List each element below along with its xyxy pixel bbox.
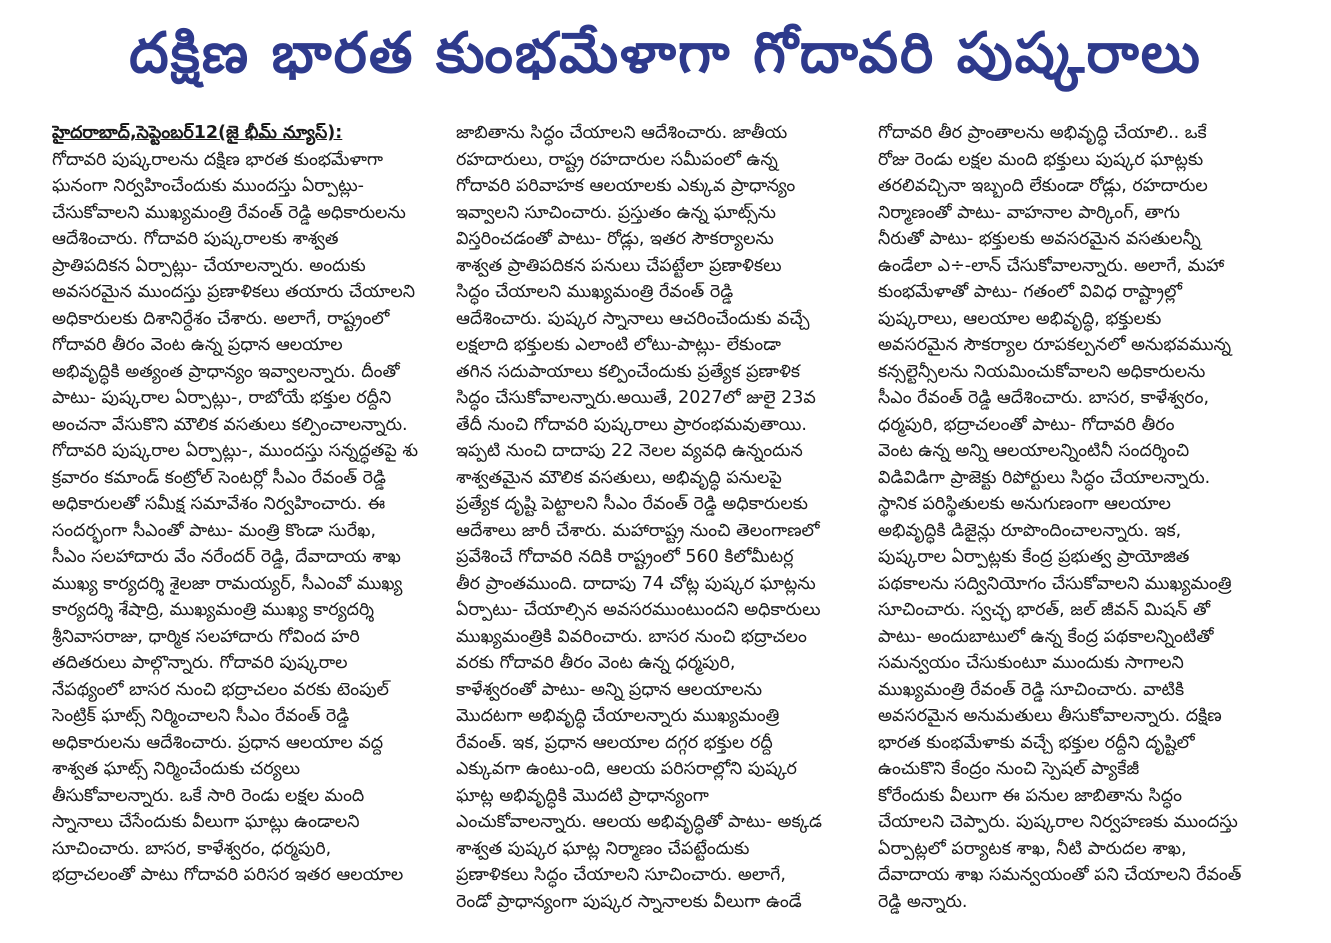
article-line: పథకాలను సద్వినియోగం చేసుకోవాలని ముఖ్యమంత్రి [878, 573, 1232, 594]
article-column-2 [456, 120, 856, 915]
article-line: శాశ్వత ప్రాతిపదికన పనులు చేపట్టేలా ప్రణాళికలు [456, 255, 782, 276]
article-line: శాశ్వతమైన మౌలిక వసతులు, అభివృద్ధి పనులపై [456, 467, 782, 488]
article-line: ముఖ్యమంత్రి రేవంత్ రెడ్డి సూచించారు. వాటికి [878, 679, 1185, 700]
article-line: అవసరమైన సౌకర్యాల రూపకల్పనలో అనుభవమున్న [878, 335, 1232, 355]
article-line: నిర్మాణంతో పాటు- వాహనాల పార్కింగ్, తాగు [878, 202, 1180, 223]
article-line: ఏర్పాట్లలో పర్యాటక శాఖ, నీటి పారుదల శాఖ, [878, 838, 1187, 859]
article-line: పుష్కరాలు, ఆలయాల అభివృద్ధి, భక్తులకు [878, 308, 1162, 329]
article-line: ఘాట్ల అభివృద్ధికి మొదటి ప్రాధాన్యంగా [456, 785, 709, 806]
article-line: తగిన సదుపాయాలు కల్పించేందుకు ప్రత్యేక ప్రణాళిక [456, 361, 801, 382]
article-line: ధర్మపురి, భద్రాచలంతో పాటు- గోదావరి తీరం [878, 414, 1175, 435]
article-line: అంచనా వేసుకొని మౌలిక వసతులు కల్పించాలన్నారు. [52, 414, 408, 435]
article-line: రెడ్డి అన్నారు. [878, 891, 968, 912]
article-line: గోదావరి తీరం వెంట ఉన్న ప్రధాన ఆలయాల [52, 335, 343, 355]
article-line: భారత కుంభమేళాకు వచ్చే భక్తుల రద్దీని దృష్టిలో [878, 732, 1195, 753]
article-line: రహదారులు, రాష్ట్ర రహదారుల సమీపంలో ఉన్న [456, 149, 778, 170]
article-line: అభివృద్ధికి డిజైన్లు రూపొందించాలన్నారు. ఇక, [878, 520, 1182, 541]
article-line: మొదటగా అభివృద్ధి చేయాలన్నారు ముఖ్యమంత్రి [456, 706, 780, 726]
article-line: ఇప్పటి నుంచి దాదాపు 22 నెలల వ్యవధి ఉన్నందున [456, 441, 803, 461]
article-line: నీరుతో పాటు- భక్తులకు అవసరమైన వసతులన్నీ [878, 229, 1201, 249]
article-line: వెంట ఉన్న అన్ని ఆలయాలన్నింటినీ సందర్శించి [878, 441, 1190, 461]
article-line: ఆదేశించారు. గోదావరి పుష్కరాలకు శాశ్వత [52, 229, 339, 249]
article-line: గోదావరి పుష్కరాలను దక్షిణ భారత కుంభమేళాగా [52, 149, 384, 170]
article-line: ఎక్కువగా ఉంటు-ంది, ఆలయ పరిసరాల్లోని పుష్కర [456, 759, 797, 779]
article-line: కోరేందుకు వీలుగా ఈ పనుల జాబితాను సిద్ధం [878, 785, 1183, 806]
article-line: ఎంచుకోవాలన్నారు. ఆలయ అభివృద్ధితో పాటు- అక్కడ [456, 812, 822, 832]
article-line: అభివృద్ధికి అత్యంత ప్రాధాన్యం ఇవ్వాలన్నారు. దీంతో [52, 361, 400, 382]
article-line: ప్రత్యేక దృష్టి పెట్టాలని సీఎం రేవంత్ రెడ్డి అధికారులకు [456, 494, 808, 514]
article-line: సూచించారు. బాసర, కాళేశ్వరం, ధర్మపురి, [52, 838, 332, 859]
article-line: కార్యదర్శి శేషాద్రి, ముఖ్యమంత్రి ముఖ్య కార్యదర్శి [52, 600, 375, 620]
article-line: రేవంత్. ఇక, ప్రధాన ఆలయాల దగ్గర భక్తుల రద్దీ [456, 732, 773, 753]
article-line: శ్రీనివాసరాజు, ధార్మిక సలహాదారు గోవింద హరి [52, 626, 360, 647]
article-line: ముఖ్య కార్యదర్శి శైలజా రామయ్యర్, సీఎంవో ముఖ్య [52, 573, 403, 594]
article-line: అధికారులతో సమీక్ష సమావేశం నిర్వహించారు. ఈ [52, 494, 386, 514]
article-line: ఘనంగా నిర్వహించేందుకు ముందస్తు ఏర్పాట్లు- [52, 176, 364, 196]
article-line: చేసుకోవాలని ముఖ్యమంత్రి రేవంత్ రెడ్డి అధికారులను [52, 202, 406, 223]
article-line: కుంభమేళాతో పాటు- గతంలో వివిధ రాష్ట్రాల్లో [878, 282, 1182, 302]
article-line: తేదీ నుంచి గోదావరి పుష్కరాలు ప్రారంభమవుతాయి. [456, 414, 807, 435]
article-line: వరకు గోదావరి తీరం వెంట ఉన్న ధర్మపురి, [456, 653, 736, 673]
article-line: అధికారులకు దిశానిర్దేశం చేశారు. అలాగే, రాష్ట్రంలో [52, 308, 390, 329]
article-line: కన్సల్టెన్సీలను నియమించుకోవాలని అధికారులను [878, 361, 1206, 382]
article-line: గోదావరి పరివాహక ఆలయాలకు ఎక్కువ ప్రాధాన్యం [456, 176, 796, 196]
article-line: సీఎం సలహాదారు వేం నరేందర్ రెడ్డి, దేవాదాయ శాఖ [52, 547, 401, 567]
article-line: జాబితాను సిద్ధం చేయాలని ఆదేశించారు. జాతీయ [456, 123, 788, 143]
article-line: గోదావరి తీర ప్రాంతాలను అభివృద్ధి చేయాలి.. ఒకే [878, 123, 1207, 143]
article-column-3 [878, 120, 1308, 915]
article-line: శాశ్వత ఘాట్స్ నిర్మించేందుకు చర్యలు [52, 759, 301, 779]
article-line: ఆదేశించారు. పుష్కర స్నానాలు ఆచరించేందుకు వచ్చే [456, 308, 810, 329]
article-line: ఉండేలా ఎ÷-లాన్ చేసుకోవాలన్నారు. అలాగే, మహా [878, 255, 1225, 276]
article-line: సెంట్రిక్ ఘాట్స్ నిర్మించాలని సీఎం రేవంత్ రెడ్డి [52, 706, 350, 726]
article-line: ఇవ్వాలని సూచించారు. ప్రస్తుతం ఉన్న ఘాట్స్‌ను [456, 202, 776, 223]
article-line: సమన్వయం చేసుకుంటూ ముందుకు సాగాలని [878, 653, 1184, 673]
article-line: విస్తరించడంతో పాటు- రోడ్లు, ఇతర సౌకర్యాలను [456, 229, 774, 249]
article-line: ప్రణాళికలు సిద్ధం చేయాలని సూచించారు. అలాగే, [456, 865, 786, 885]
article-line: పాటు- పుష్కరాల ఏర్పాట్లు-, రాబోయే భక్తుల రద్దీని [52, 388, 392, 408]
article-line: చేయాలని చెప్పారు. పుష్కరాల నిర్వహణకు ముందస్తు [878, 812, 1238, 832]
article-line: సిద్ధం చేయాలని ముఖ్యమంత్రి రేవంత్ రెడ్డి [456, 282, 734, 302]
column-3-body [878, 120, 1308, 915]
article-line: క్రవారం కమాండ్ కంట్రోల్ సెంటర్లో సీఎం రేవంత్ రెడ్డి [52, 467, 386, 488]
headline: దక్షిణ భారత కుంభమేళాగా గోదావరి పుష్కరాలు [129, 21, 1202, 86]
article-line: తదితరులు పాల్గొన్నారు. గోదావరి పుష్కరాల [52, 653, 348, 673]
article-line: ప్రవేశించే గోదావరి నదికి రాష్ట్రంలో 560 కిలోమీటర్ల [456, 547, 794, 567]
article-line: సీఎం రేవంత్ రెడ్డి ఆదేశించారు. బాసర, కాళేశ్వరం, [878, 388, 1210, 408]
article-line: ప్రాతిపదికన ఏర్పాట్లు- చేయాలన్నారు. అందుకు [52, 255, 366, 276]
article-line: అవసరమైన అనుమతులు తీసుకోవాలన్నారు. దక్షిణ [878, 706, 1222, 726]
article-column-1 [52, 120, 430, 889]
article-line: ముఖ్యమంత్రికి వివరించారు. బాసర నుంచి భద్రాచలం [456, 626, 807, 647]
article-line: నేపథ్యంలో బాసర నుంచి భద్రాచలం వరకు టెంపుల్ [52, 679, 389, 700]
article-line: ఏర్పాటు- చేయాల్సిన అవసరముంటుందని అధికారులు [456, 600, 821, 620]
article-line: సూచించారు. స్వచ్ఛ భారత్, జల్ జీవన్ మిషన్ తో [878, 600, 1211, 620]
article-line: రోజు రెండు లక్షల మంది భక్తులు పుష్కర ఘాట్లకు [878, 149, 1204, 170]
article-line: సందర్భంగా సీఎంతో పాటు- మంత్రి కొండా సురేఖ, [52, 520, 377, 541]
article-line: స్నానాలు చేసేందుకు వీలుగా ఘాట్లు ఉండాలని [52, 812, 360, 832]
article-line: తీసుకోవాలన్నారు. ఒకే సారి రెండు లక్షల మంది [52, 785, 365, 806]
article-line: పాటు- అందుబాటులో ఉన్న కేంద్ర పథకాలన్నింటితో [878, 626, 1214, 647]
article-line: కాళేశ్వరంతో పాటు- అన్ని ప్రధాన ఆలయాలను [456, 679, 763, 700]
article-line: విడివిడిగా ప్రాజెక్టు రిపోర్టులు సిద్ధం చేయాలన్నారు. [878, 467, 1211, 488]
article-line: ఆదేశాలు జారీ చేశారు. మహారాష్ట్ర నుంచి తెలంగాణలో [456, 520, 820, 541]
article-line: స్థానిక పరిస్థితులకు అనుగుణంగా ఆలయాల [878, 494, 1171, 514]
article-line: లక్షలాది భక్తులకు ఎలాంటి లోటు-పాట్లు- లేకుండా [456, 335, 781, 355]
article-line: అధికారులను ఆదేశించారు. ప్రధాన ఆలయాల వద్ద [52, 732, 384, 753]
article-line: భద్రాచలంతో పాటు గోదావరి పరిసర ఇతర ఆలయాల [52, 865, 404, 885]
article-line: శాశ్వత పుష్కర ఘాట్ల నిర్మాణం చేపట్టేందుకు [456, 838, 750, 859]
article-line: తరలివచ్చినా ఇబ్బంది లేకుండా రోడ్లు, రహదారుల [878, 176, 1208, 196]
article-line: దేవాదాయ శాఖ సమన్వయంతో పని చేయాలని రేవంత్ [878, 865, 1242, 885]
column-1-body [52, 147, 430, 889]
article-line: సిద్ధం చేసుకోవాలన్నారు.అయితే, 2027లో జులై 23వ [456, 388, 816, 408]
article-line: ఉంచుకొని కేంద్రం నుంచి స్పెషల్ ప్యాకేజీ [878, 759, 1140, 779]
dateline: హైదరాబాద్,సెప్టెంబర్12(జై భీమ్ న్యూస్): [52, 123, 343, 143]
article-line: అవసరమైన ముందస్తు ప్రణాళికలు తయారు చేయాలని [52, 282, 416, 302]
article-line: తీర ప్రాంతముంది. దాదాపు 74 చోట్ల పుష్కర ఘాట్లను [456, 573, 816, 594]
article-line: పుష్కరాల ఏర్పాట్లకు కేంద్ర ప్రభుత్వ ప్రాయోజిత [878, 547, 1190, 567]
article-line: రెండో ప్రాధాన్యంగా పుష్కర స్నానాలకు వీలుగా ఉండే [456, 891, 802, 912]
column-2-body [456, 120, 856, 915]
article-line: గోదావరి పుష్కరాల ఏర్పాట్లు-, ముందస్తు సన్నద్ధతపై శు [52, 441, 419, 461]
